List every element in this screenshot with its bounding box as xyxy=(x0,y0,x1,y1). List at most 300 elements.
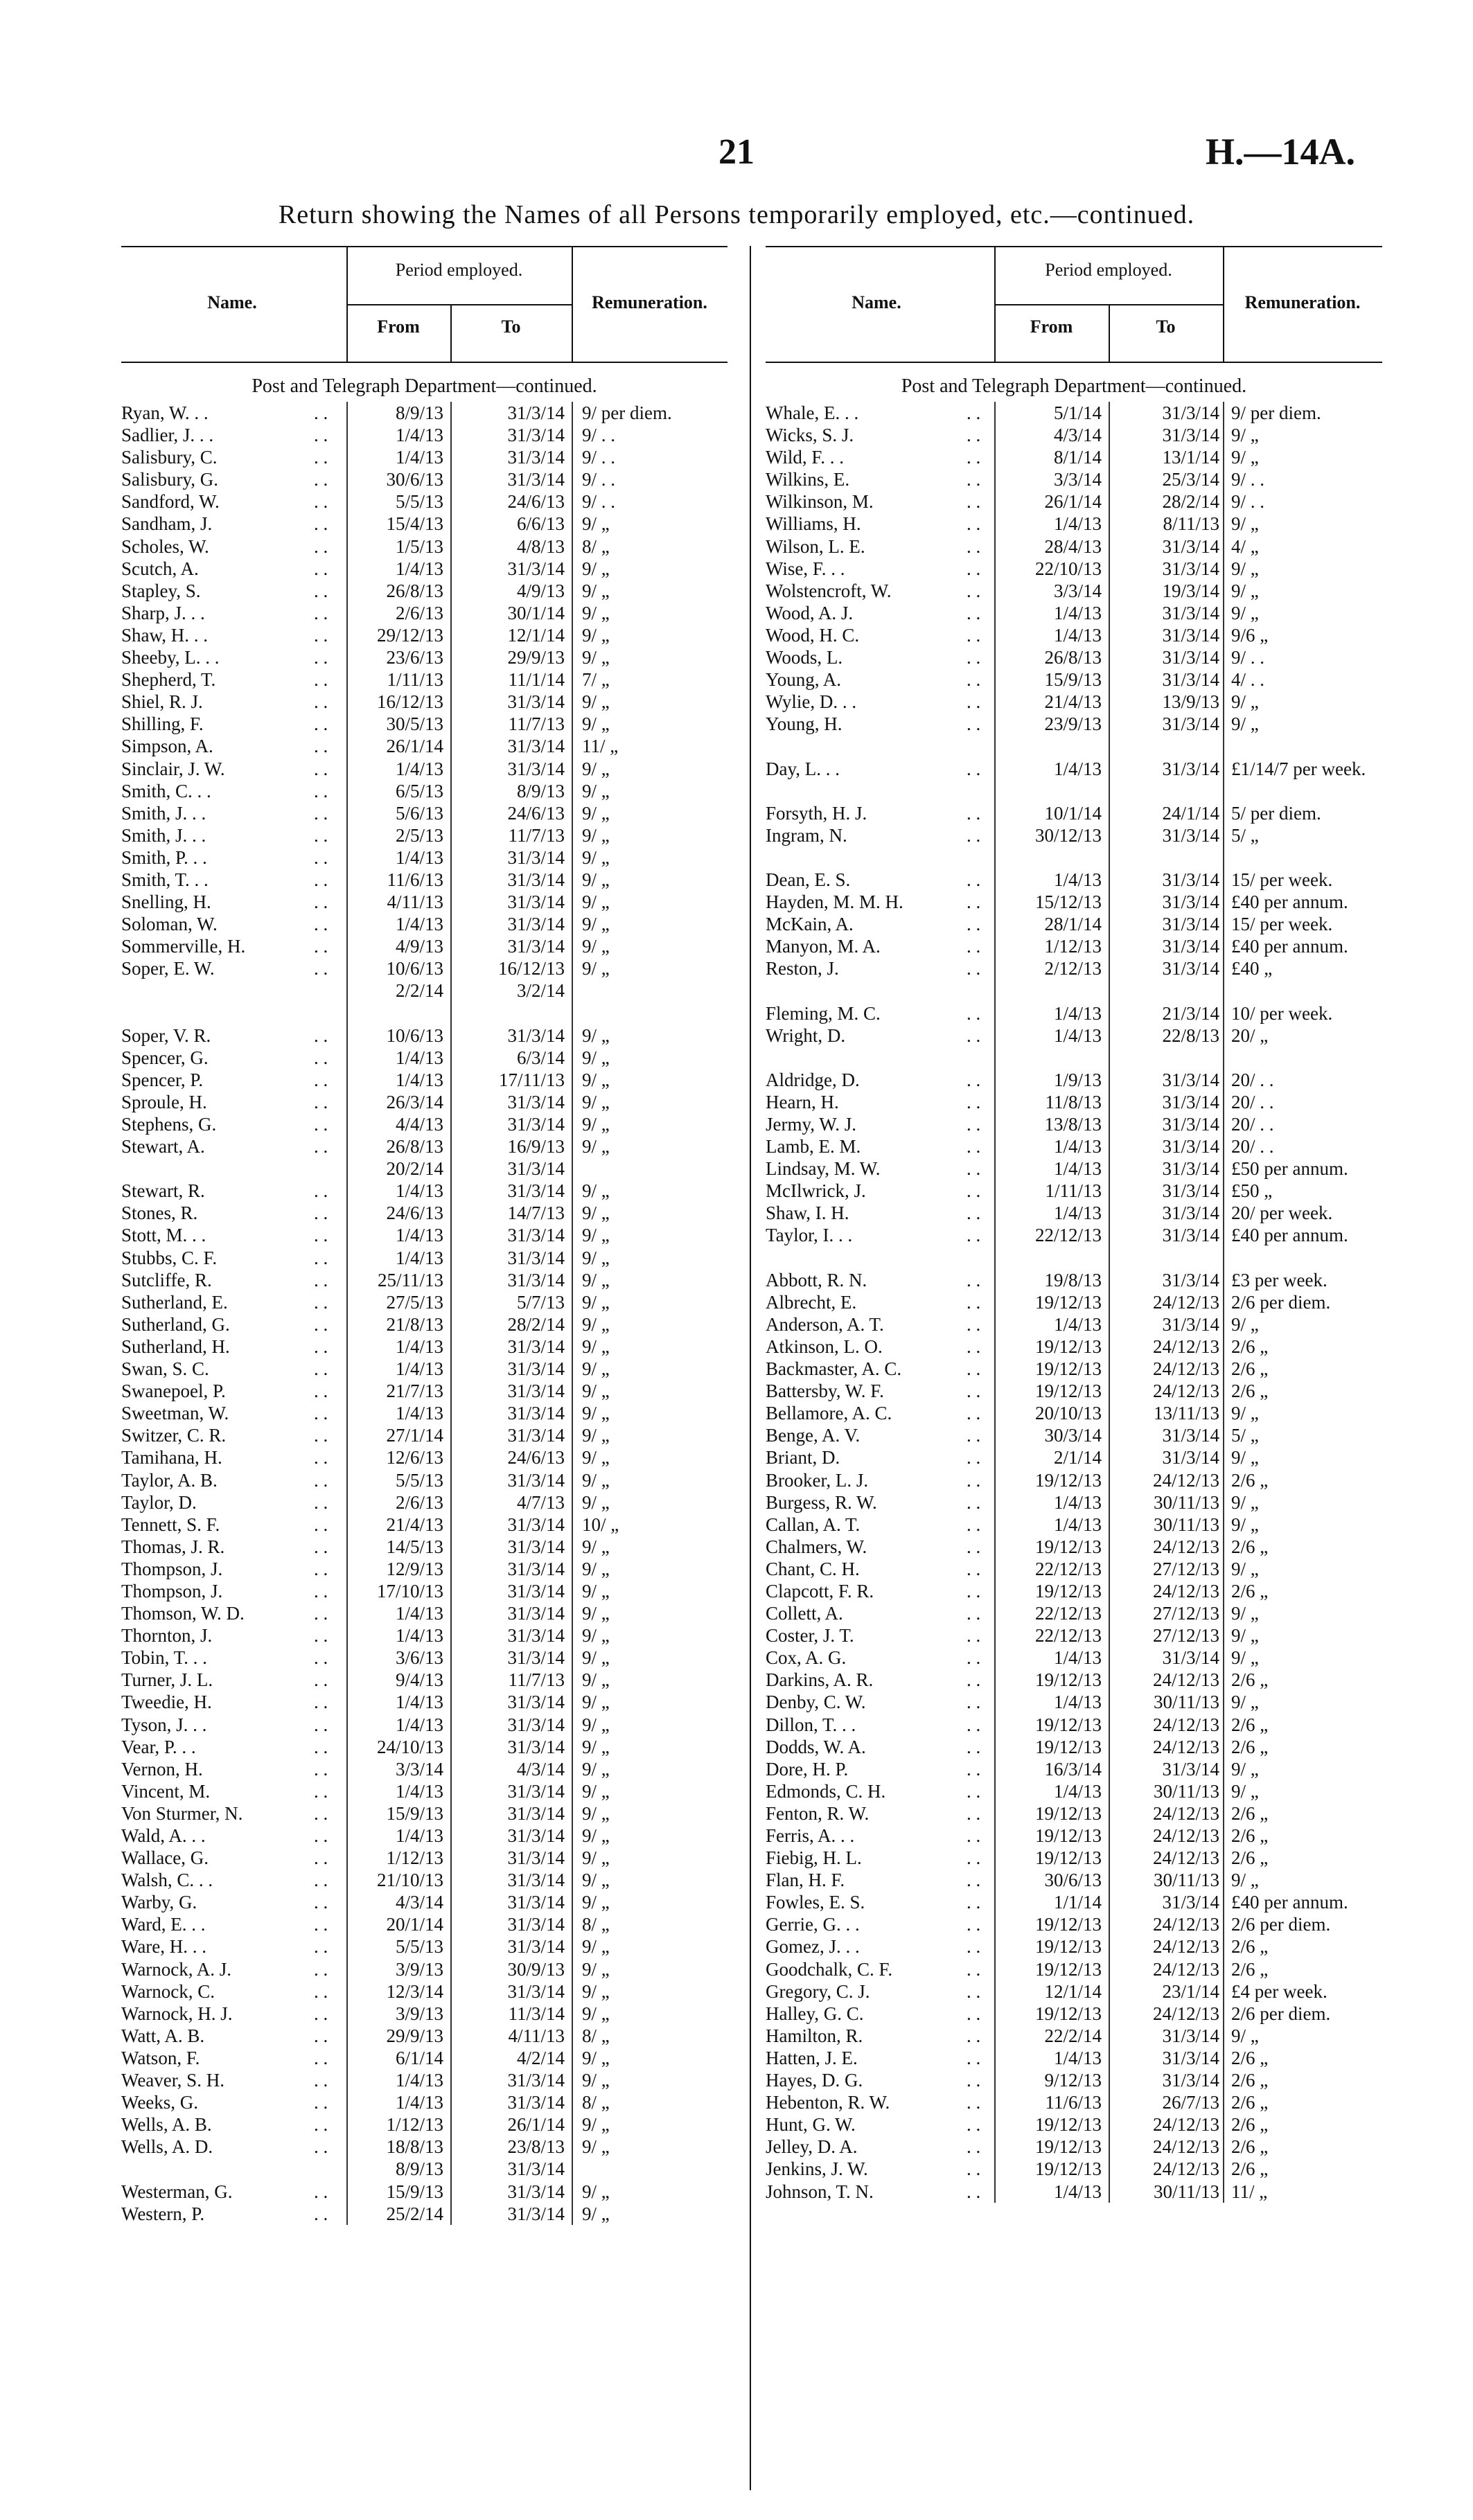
cell-remuneration: 9/ . . xyxy=(582,425,616,446)
leader-dots: . . xyxy=(314,1091,328,1112)
cell-name: Sheeby, L. . . xyxy=(121,647,220,668)
cell-from: 19/12/13 xyxy=(1034,1469,1102,1491)
cell-from: 1/4/13 xyxy=(1053,1514,1102,1535)
cell-to: 31/3/14 xyxy=(1162,402,1219,423)
cell-name: Soloman, W. xyxy=(121,914,218,935)
cell-name: Williams, H. xyxy=(766,513,861,535)
cell-from: 21/4/13 xyxy=(386,1514,443,1535)
cell-from: 19/12/13 xyxy=(1034,1536,1102,1557)
cell-remuneration: 5/ „ xyxy=(1231,824,1259,846)
leader-dots: . . xyxy=(314,469,328,490)
cell-from: 2/2/14 xyxy=(395,980,443,1002)
cell-from: 26/1/14 xyxy=(1044,491,1102,513)
cell-to: 31/3/14 xyxy=(507,1225,565,1246)
cell-name: Gomez, J. . . xyxy=(766,1936,860,1958)
cell-to: 16/9/13 xyxy=(507,1136,565,1157)
cell-remuneration: 9/ „ xyxy=(582,1980,610,2002)
cell-from: 3/9/13 xyxy=(395,2003,443,2024)
leader-dots: . . xyxy=(314,1580,328,1601)
table-row xyxy=(121,1469,727,1491)
table-row xyxy=(121,1891,727,1913)
cell-from: 1/4/13 xyxy=(395,2070,443,2091)
cell-name: Sandham, J. xyxy=(121,513,213,535)
table-row xyxy=(766,1491,1382,1514)
table-row xyxy=(766,1358,1382,1380)
row-spacer xyxy=(766,846,1382,869)
cell-name: Westerman, G. xyxy=(121,2181,233,2202)
leader-dots: . . xyxy=(314,669,328,691)
cell-from: 1/4/13 xyxy=(1053,1780,1102,1802)
cell-remuneration: 9/ „ xyxy=(1231,1758,1259,1780)
header-remuneration: Remuneration. xyxy=(592,292,707,312)
cell-to: 13/11/13 xyxy=(1153,1403,1219,1424)
cell-remuneration: 9/ „ xyxy=(1231,1625,1259,1647)
cell-name: Spencer, G. xyxy=(121,1047,209,1068)
cell-from: 12/1/14 xyxy=(1044,1980,1102,2002)
cell-from: 26/8/13 xyxy=(1044,647,1102,668)
leader-dots: . . xyxy=(314,1403,328,1424)
table-row xyxy=(121,2203,727,2225)
cell-name: Stapley, S. xyxy=(121,580,201,601)
cell-from: 1/4/13 xyxy=(395,1714,443,1735)
leader-dots: . . xyxy=(967,914,981,935)
cell-name: Battersby, W. F. xyxy=(766,1381,884,1402)
cell-to: 24/12/13 xyxy=(1152,1580,1219,1601)
cell-name: Hearn, H. xyxy=(766,1091,839,1112)
cell-from: 1/4/13 xyxy=(395,425,443,446)
cell-to: 24/12/13 xyxy=(1152,2003,1219,2024)
table-row xyxy=(121,2047,727,2069)
cell-remuneration: 9/ „ xyxy=(582,1269,610,1290)
cell-name: Fowles, E. S. xyxy=(766,1892,865,1913)
table-row xyxy=(121,1336,727,1358)
cell-remuneration: 9/ „ xyxy=(582,1381,610,1402)
leader-dots: . . xyxy=(314,1625,328,1647)
table-row xyxy=(766,402,1382,424)
cell-name: Wicks, S. J. xyxy=(766,425,854,446)
table-row xyxy=(121,1313,727,1336)
cell-remuneration: 9/ „ xyxy=(582,846,610,868)
leader-dots: . . xyxy=(314,824,328,846)
cell-remuneration: 9/ „ xyxy=(582,1870,610,1891)
header-to: To xyxy=(1156,317,1176,337)
header-name: Name. xyxy=(852,292,901,312)
cell-remuneration: 9/ „ xyxy=(1231,447,1259,468)
table-row xyxy=(121,2158,727,2180)
leader-dots: . . xyxy=(967,1692,981,1713)
cell-from: 3/9/13 xyxy=(395,1958,443,1980)
cell-to: 21/3/14 xyxy=(1162,1002,1219,1024)
cell-to: 31/3/14 xyxy=(1162,1158,1219,1180)
left-column xyxy=(121,246,727,2225)
cell-from: 2/12/13 xyxy=(1044,958,1102,979)
cell-name: Watt, A. B. xyxy=(121,2025,205,2046)
table-row xyxy=(766,1402,1382,1424)
cell-to: 30/1/14 xyxy=(507,602,565,623)
cell-to: 31/3/14 xyxy=(507,402,565,423)
cell-remuneration: 9/ „ xyxy=(582,1091,610,1112)
table-row xyxy=(766,602,1382,624)
table-row xyxy=(766,1180,1382,1202)
cell-to: 31/3/14 xyxy=(507,1403,565,1424)
cell-from: 1/4/13 xyxy=(395,1180,443,1202)
cell-remuneration: 9/ „ xyxy=(582,580,610,601)
cell-name: Atkinson, L. O. xyxy=(766,1336,883,1357)
table-row xyxy=(121,1602,727,1624)
table-row xyxy=(766,624,1382,646)
row-spacer xyxy=(766,735,1382,757)
cell-name: Fenton, R. W. xyxy=(766,1802,870,1824)
leader-dots: . . xyxy=(967,2025,981,2046)
cell-from: 24/10/13 xyxy=(376,1736,443,1757)
leader-dots: . . xyxy=(314,1847,328,1869)
table-row xyxy=(766,1536,1382,1558)
cell-from: 27/1/14 xyxy=(386,1425,443,1446)
cell-name: Young, A. xyxy=(766,669,842,691)
leader-dots: . . xyxy=(967,1892,981,1913)
cell-from: 28/1/14 xyxy=(1044,914,1102,935)
leader-dots: . . xyxy=(967,1469,981,1491)
cell-to: 31/3/14 xyxy=(1162,535,1219,557)
table-row xyxy=(121,2136,727,2158)
cell-from: 1/4/13 xyxy=(395,1403,443,1424)
cell-name: Smith, T. . . xyxy=(121,869,209,890)
cell-to: 31/3/14 xyxy=(1162,1447,1219,1468)
cell-remuneration: 20/ . . xyxy=(1231,1069,1274,1090)
cell-name: Taylor, I. . . xyxy=(766,1225,853,1246)
cell-remuneration: 9/ „ xyxy=(582,1336,610,1357)
table-row xyxy=(766,468,1382,490)
leader-dots: . . xyxy=(314,1291,328,1313)
cell-from: 30/3/14 xyxy=(1044,1425,1102,1446)
cell-name: Simpson, A. xyxy=(121,736,213,757)
cell-from: 1/4/13 xyxy=(395,1225,443,1246)
cell-remuneration: 9/ per diem. xyxy=(1231,402,1321,423)
leader-dots: . . xyxy=(967,425,981,446)
cell-remuneration: 20/ . . xyxy=(1231,1136,1274,1157)
cell-remuneration: 9/ „ xyxy=(1231,558,1259,579)
cell-to: 24/12/13 xyxy=(1152,1358,1219,1380)
table-row xyxy=(766,1069,1382,1091)
cell-name: Forsyth, H. J. xyxy=(766,802,867,824)
cell-name: Weeks, G. xyxy=(121,2092,199,2113)
leader-dots: . . xyxy=(314,1936,328,1958)
table-row xyxy=(121,957,727,979)
table-row xyxy=(121,979,727,1002)
leader-dots: . . xyxy=(967,513,981,535)
table-row xyxy=(121,1691,727,1713)
cell-remuneration: 9/ „ xyxy=(1231,1558,1259,1579)
cell-name: Jermy, W. J. xyxy=(766,1114,857,1135)
cell-to: 24/12/13 xyxy=(1152,2158,1219,2180)
cell-name: Gregory, C. J. xyxy=(766,1980,870,2002)
cell-to: 24/12/13 xyxy=(1152,1847,1219,1869)
cell-from: 2/1/14 xyxy=(1053,1447,1102,1468)
cell-name: Thomson, W. D. xyxy=(121,1603,245,1624)
leader-dots: . . xyxy=(314,780,328,801)
cell-remuneration: 2/6 „ xyxy=(1231,2114,1269,2136)
cell-from: 26/8/13 xyxy=(386,580,443,601)
cell-to: 31/3/14 xyxy=(507,1381,565,1402)
table-row xyxy=(766,2091,1382,2113)
cell-remuneration: 9/ „ xyxy=(582,1558,610,1579)
column-rule xyxy=(346,402,348,2225)
leader-dots: . . xyxy=(314,2047,328,2068)
cell-from: 1/4/13 xyxy=(1053,2047,1102,2068)
table-row xyxy=(121,646,727,668)
header-from: From xyxy=(1030,317,1073,337)
cell-to: 27/12/13 xyxy=(1152,1558,1219,1579)
cell-to: 31/3/14 xyxy=(507,2181,565,2202)
leader-dots: . . xyxy=(967,824,981,846)
table-row xyxy=(121,1802,727,1825)
cell-from: 11/6/13 xyxy=(387,869,443,890)
cell-to: 4/8/13 xyxy=(516,535,565,557)
cell-to: 31/3/14 xyxy=(507,1158,565,1180)
cell-to: 31/3/14 xyxy=(507,2203,565,2224)
cell-remuneration: 2/6 per diem. xyxy=(1231,1291,1331,1313)
table-row xyxy=(121,1869,727,1891)
column-divider xyxy=(750,246,751,2490)
leader-dots: . . xyxy=(314,602,328,623)
cell-from: 2/6/13 xyxy=(395,1491,443,1513)
leader-dots: . . xyxy=(314,491,328,513)
cell-to: 31/3/14 xyxy=(507,1180,565,1202)
table-row xyxy=(121,1024,727,1047)
cell-from: 1/11/13 xyxy=(387,669,443,691)
leader-dots: . . xyxy=(314,736,328,757)
table-row xyxy=(121,402,727,424)
table-row xyxy=(121,1180,727,1202)
leader-dots: . . xyxy=(967,713,981,735)
right-column xyxy=(766,246,1382,2203)
cell-name: Turner, J. L. xyxy=(121,1669,213,1691)
leader-dots: . . xyxy=(967,1914,981,1935)
cell-to: 31/3/14 xyxy=(507,936,565,957)
leader-dots: . . xyxy=(967,1091,981,1112)
cell-name: Swan, S. C. xyxy=(121,1358,209,1380)
table-row xyxy=(766,1380,1382,1402)
cell-name: Ingram, N. xyxy=(766,824,847,846)
cell-from: 12/3/14 xyxy=(386,1980,443,2002)
cell-name: Jelley, D. A. xyxy=(766,2136,858,2158)
cell-to: 31/3/14 xyxy=(1162,669,1219,691)
table-row xyxy=(766,1891,1382,1913)
row-spacer xyxy=(766,1047,1382,1069)
cell-to: 31/3/14 xyxy=(507,1780,565,1802)
cell-from: 22/12/13 xyxy=(1034,1625,1102,1647)
cell-name: Johnson, T. N. xyxy=(766,2181,874,2202)
cell-name: Salisbury, G. xyxy=(121,469,218,490)
leader-dots: . . xyxy=(314,2003,328,2024)
table-row xyxy=(121,1714,727,1736)
cell-name: Hunt, G. W. xyxy=(766,2114,856,2136)
cell-remuneration: 2/6 „ xyxy=(1231,1847,1269,1869)
leader-dots: . . xyxy=(314,1447,328,1468)
cell-from: 16/12/13 xyxy=(376,691,443,713)
leader-dots: . . xyxy=(967,936,981,957)
leader-dots: . . xyxy=(967,469,981,490)
table-row xyxy=(121,1202,727,1224)
cell-to: 31/3/14 xyxy=(1162,936,1219,957)
cell-to: 31/3/14 xyxy=(507,1091,565,1112)
cell-name: Sadlier, J. . . xyxy=(121,425,214,446)
cell-remuneration: £4 per week. xyxy=(1231,1980,1328,2002)
leader-dots: . . xyxy=(314,1980,328,2002)
row-spacer xyxy=(766,780,1382,802)
cell-to: 26/7/13 xyxy=(1162,2092,1219,2113)
leader-dots: . . xyxy=(314,1491,328,1513)
cell-remuneration: 8/ „ xyxy=(582,535,610,557)
cell-name: Lamb, E. M. xyxy=(766,1136,861,1157)
leader-dots: . . xyxy=(967,1069,981,1090)
cell-name: Ryan, W. . . xyxy=(121,402,209,423)
cell-name: Hayes, D. G. xyxy=(766,2070,863,2091)
cell-remuneration: 2/6 „ xyxy=(1231,1736,1269,1757)
table-row xyxy=(766,1758,1382,1780)
table-row xyxy=(766,535,1382,558)
cell-remuneration: 9/ „ xyxy=(582,1736,610,1757)
table-row xyxy=(121,1047,727,1069)
leader-dots: . . xyxy=(967,1180,981,1202)
leader-dots: . . xyxy=(314,2114,328,2136)
table-row xyxy=(121,2069,727,2091)
cell-from: 18/8/13 xyxy=(386,2136,443,2158)
cell-remuneration: 9/ „ xyxy=(582,869,610,890)
cell-to: 23/1/14 xyxy=(1162,1980,1219,2002)
cell-name: Vincent, M. xyxy=(121,1780,211,1802)
cell-to: 4/2/14 xyxy=(516,2047,565,2068)
cell-to: 31/3/14 xyxy=(1162,1892,1219,1913)
cell-name: Darkins, A. R. xyxy=(766,1669,874,1691)
cell-remuneration: 2/6 „ xyxy=(1231,1936,1269,1958)
cell-from: 15/9/13 xyxy=(1044,669,1102,691)
table-row xyxy=(766,2003,1382,2025)
table-row xyxy=(766,1336,1382,1358)
cell-remuneration: 5/ per diem. xyxy=(1231,802,1321,824)
table-row xyxy=(121,846,727,869)
cell-from: 25/11/13 xyxy=(377,1269,443,1290)
table-row xyxy=(766,1469,1382,1491)
cell-to: 31/3/14 xyxy=(507,1647,565,1669)
table-row xyxy=(766,1736,1382,1758)
cell-name: Coster, J. T. xyxy=(766,1625,854,1647)
cell-remuneration: 9/ „ xyxy=(582,691,610,713)
cell-from: 22/10/13 xyxy=(1034,558,1102,579)
cell-name: Vernon, H. xyxy=(121,1758,203,1780)
leader-dots: . . xyxy=(967,2136,981,2158)
table-row xyxy=(121,490,727,513)
cell-remuneration: 9/ „ xyxy=(582,1024,610,1046)
table-row xyxy=(766,2181,1382,2203)
table-row xyxy=(766,1446,1382,1468)
table-row xyxy=(121,1847,727,1869)
table-row xyxy=(766,513,1382,535)
leader-dots: . . xyxy=(967,602,981,623)
cell-remuneration: 9/ „ xyxy=(582,1692,610,1713)
cell-from: 1/9/13 xyxy=(1053,1069,1102,1090)
table-row xyxy=(121,1669,727,1691)
cell-remuneration: 9/ „ xyxy=(582,1536,610,1557)
cell-remuneration: 9/ „ xyxy=(582,1247,610,1268)
cell-remuneration: 9/ „ xyxy=(582,558,610,579)
cell-name: Shaw, H. . . xyxy=(121,624,208,646)
table-row xyxy=(766,2136,1382,2158)
table-row xyxy=(766,1514,1382,1536)
cell-name: Clapcott, F. R. xyxy=(766,1580,874,1601)
leader-dots: . . xyxy=(314,802,328,824)
cell-name: Wood, H. C. xyxy=(766,624,860,646)
cell-name: Stewart, A. xyxy=(121,1136,205,1157)
leader-dots: . . xyxy=(967,1225,981,1246)
cell-remuneration: 2/6 „ xyxy=(1231,1336,1269,1357)
cell-to: 31/3/14 xyxy=(1162,624,1219,646)
leader-dots: . . xyxy=(967,558,981,579)
cell-remuneration: 9/ „ xyxy=(582,1136,610,1157)
cell-name: Tennett, S. F. xyxy=(121,1514,220,1535)
cell-remuneration: 9/ „ xyxy=(1231,513,1259,535)
cell-from: 19/12/13 xyxy=(1034,2158,1102,2180)
cell-to: 24/12/13 xyxy=(1152,1381,1219,1402)
header-period: Period employed. xyxy=(395,260,523,280)
leader-dots: . . xyxy=(967,1647,981,1669)
leader-dots: . . xyxy=(967,1758,981,1780)
cell-to: 31/3/14 xyxy=(507,1580,565,1601)
cell-remuneration: 11/ „ xyxy=(1231,2181,1268,2202)
cell-to: 24/6/13 xyxy=(507,491,565,513)
cell-name: Sommerville, H. xyxy=(121,936,246,957)
cell-name: Wald, A. . . xyxy=(121,1825,206,1846)
cell-name: Taylor, D. xyxy=(121,1491,197,1513)
table-row xyxy=(766,1714,1382,1736)
table-row xyxy=(121,802,727,824)
cell-remuneration: 9/ „ xyxy=(582,647,610,668)
cell-name: Chalmers, W. xyxy=(766,1536,867,1557)
cell-name: Warby, G. xyxy=(121,1892,197,1913)
table-row xyxy=(121,1558,727,1580)
leader-dots: . . xyxy=(314,1180,328,1202)
cell-to: 31/3/14 xyxy=(507,1024,565,1046)
cell-remuneration: 9/ . . xyxy=(582,447,616,468)
table-row xyxy=(766,1269,1382,1291)
cell-to: 27/12/13 xyxy=(1152,1625,1219,1647)
leader-dots: . . xyxy=(967,1136,981,1157)
cell-name: Sharp, J. . . xyxy=(121,602,205,623)
cell-from: 21/7/13 xyxy=(386,1381,443,1402)
cell-name: Fiebig, H. L. xyxy=(766,1847,862,1869)
cell-to: 31/3/14 xyxy=(507,869,565,890)
cell-remuneration: 9/ „ xyxy=(1231,1491,1259,1513)
cell-from: 24/6/13 xyxy=(386,1203,443,1224)
table-body xyxy=(121,402,727,2225)
cell-from: 10/1/14 xyxy=(1044,802,1102,824)
cell-name: Soper, V. R. xyxy=(121,1024,211,1046)
table-row xyxy=(121,602,727,624)
cell-name: Shaw, I. H. xyxy=(766,1203,849,1224)
document-number: H.—14A. xyxy=(1206,131,1355,172)
cell-from: 19/12/13 xyxy=(1034,1381,1102,1402)
table-row xyxy=(121,513,727,535)
cell-to: 24/12/13 xyxy=(1152,2136,1219,2158)
cell-name: Wilson, L. E. xyxy=(766,535,865,557)
cell-name: Edmonds, C. H. xyxy=(766,1780,886,1802)
cell-remuneration: 4/ . . xyxy=(1231,669,1265,691)
cell-from: 11/8/13 xyxy=(1045,1091,1102,1112)
table-row xyxy=(121,2003,727,2025)
leader-dots: . . xyxy=(967,1558,981,1579)
cell-to: 31/3/14 xyxy=(1162,1114,1219,1135)
cell-to: 31/3/14 xyxy=(507,1936,565,1958)
